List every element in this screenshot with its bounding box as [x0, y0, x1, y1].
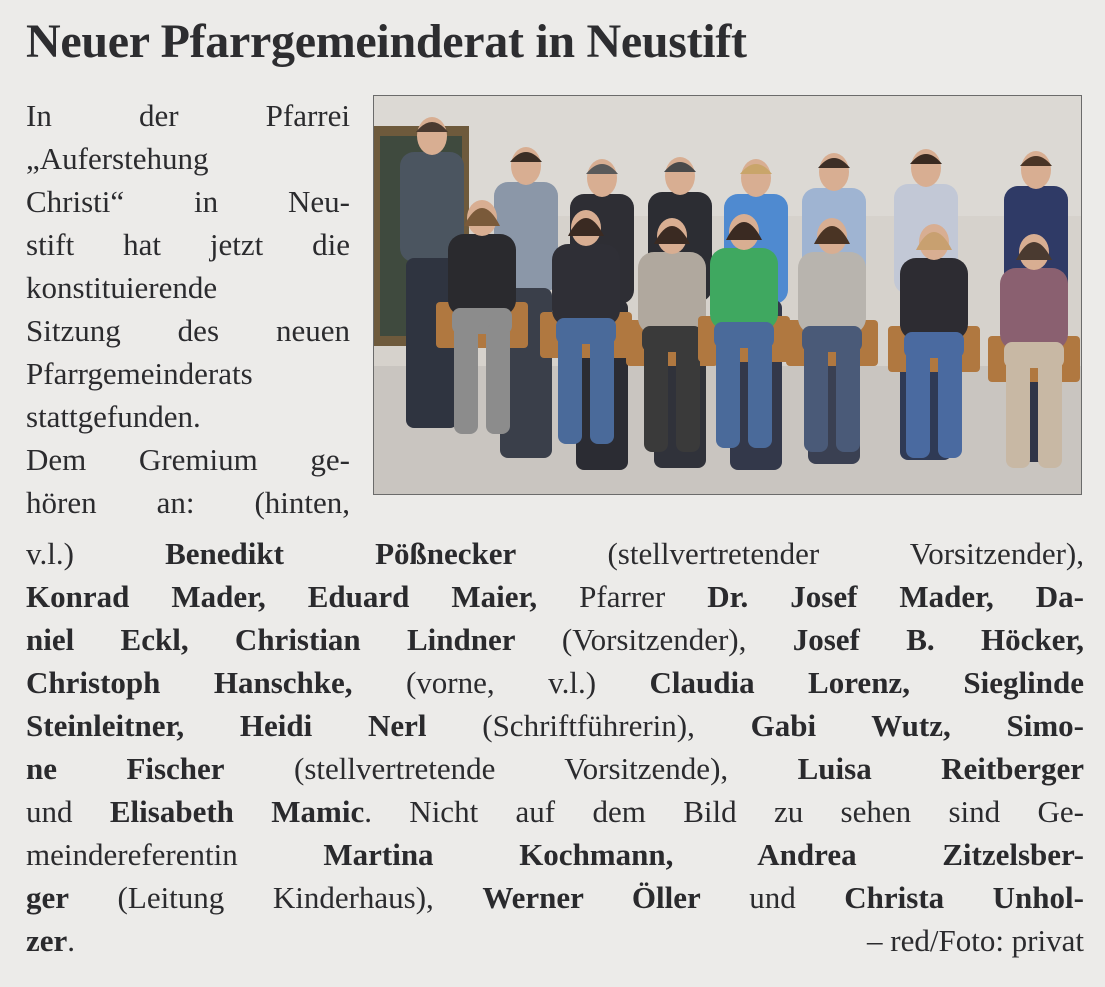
body-text-segment: meindereferentin	[26, 837, 324, 872]
name-text: niel Eckl, Christian Lindner	[26, 622, 516, 657]
intro-line: hören an: (hinten,	[26, 485, 350, 520]
body-text-segment: (Schriftführerin),	[426, 708, 751, 743]
headline: Neuer Pfarrgemeinderat in Neustift	[26, 15, 747, 68]
body-text-segment: (Vorsitzender),	[515, 622, 793, 657]
name-text: ger	[26, 880, 70, 915]
intro-column	[26, 94, 350, 524]
photo-credit: – red/Foto: privat	[867, 923, 1084, 958]
body-text-segment: (stellvertretende Vorsitzende),	[224, 751, 798, 786]
name-text: Dr. Josef Mader, Da-	[707, 579, 1084, 614]
name-text: Elisabeth Mamic	[109, 794, 365, 829]
intro-line: konstituierende	[26, 270, 218, 305]
name-text: Konrad Mader, Eduard Maier,	[26, 579, 538, 614]
body-text-segment: (Leitung Kinderhaus),	[69, 880, 483, 915]
name-text: Gabi Wutz, Simo-	[750, 708, 1084, 743]
body-line	[26, 704, 1084, 747]
intro-line: Christi“ in Neu-	[26, 184, 350, 219]
intro-line: Pfarrgemeinderats	[26, 356, 253, 391]
name-text: Werner Öller	[482, 880, 701, 915]
name-text: Christoph Hanschke,	[26, 665, 353, 700]
name-text: Benedikt Pößnecker	[165, 536, 517, 571]
body-line	[26, 790, 1084, 833]
group-photo	[373, 95, 1082, 495]
body-line	[26, 919, 1084, 962]
intro-line: stift hat jetzt die	[26, 227, 350, 262]
name-text: Luisa Reitberger	[797, 751, 1084, 786]
body-text-segment: v.l.)	[26, 536, 166, 571]
body-line	[26, 618, 1084, 661]
body-text-segment: (stellvertretender Vorsitzender),	[516, 536, 1084, 571]
body-text-segment: Pfarrer	[537, 579, 708, 614]
name-text: Martina Kochmann, Andrea Zitzelsber-	[323, 837, 1084, 872]
body-line	[26, 575, 1084, 618]
name-text: zer	[26, 923, 68, 958]
name-text: Claudia Lorenz, Sieglinde	[649, 665, 1084, 700]
name-text: ne Fischer	[26, 751, 225, 786]
body-text	[26, 532, 1084, 962]
body-line	[26, 661, 1084, 704]
body-line	[26, 833, 1084, 876]
body-text-segment: . Nicht auf dem Bild zu sehen sind Ge-	[364, 794, 1084, 829]
intro-line: Dem Gremium ge-	[26, 442, 350, 477]
intro-line: In der Pfarrei	[26, 98, 350, 133]
name-text: Josef B. Höcker,	[792, 622, 1084, 657]
name-text: Christa Unhol-	[844, 880, 1084, 915]
body-text-segment: .	[67, 923, 76, 958]
intro-line: Sitzung des neuen	[26, 313, 350, 348]
body-text-segment: und	[26, 794, 110, 829]
intro-line: „Auferstehung	[26, 141, 209, 176]
name-text: Steinleitner, Heidi Nerl	[26, 708, 427, 743]
group-photo-image	[374, 96, 1082, 495]
body-line	[26, 876, 1084, 919]
body-text-segment: und	[700, 880, 845, 915]
body-line	[26, 747, 1084, 790]
body-text-segment: (vorne, v.l.)	[352, 665, 650, 700]
body-line	[26, 532, 1084, 575]
intro-line: stattgefunden.	[26, 399, 201, 434]
